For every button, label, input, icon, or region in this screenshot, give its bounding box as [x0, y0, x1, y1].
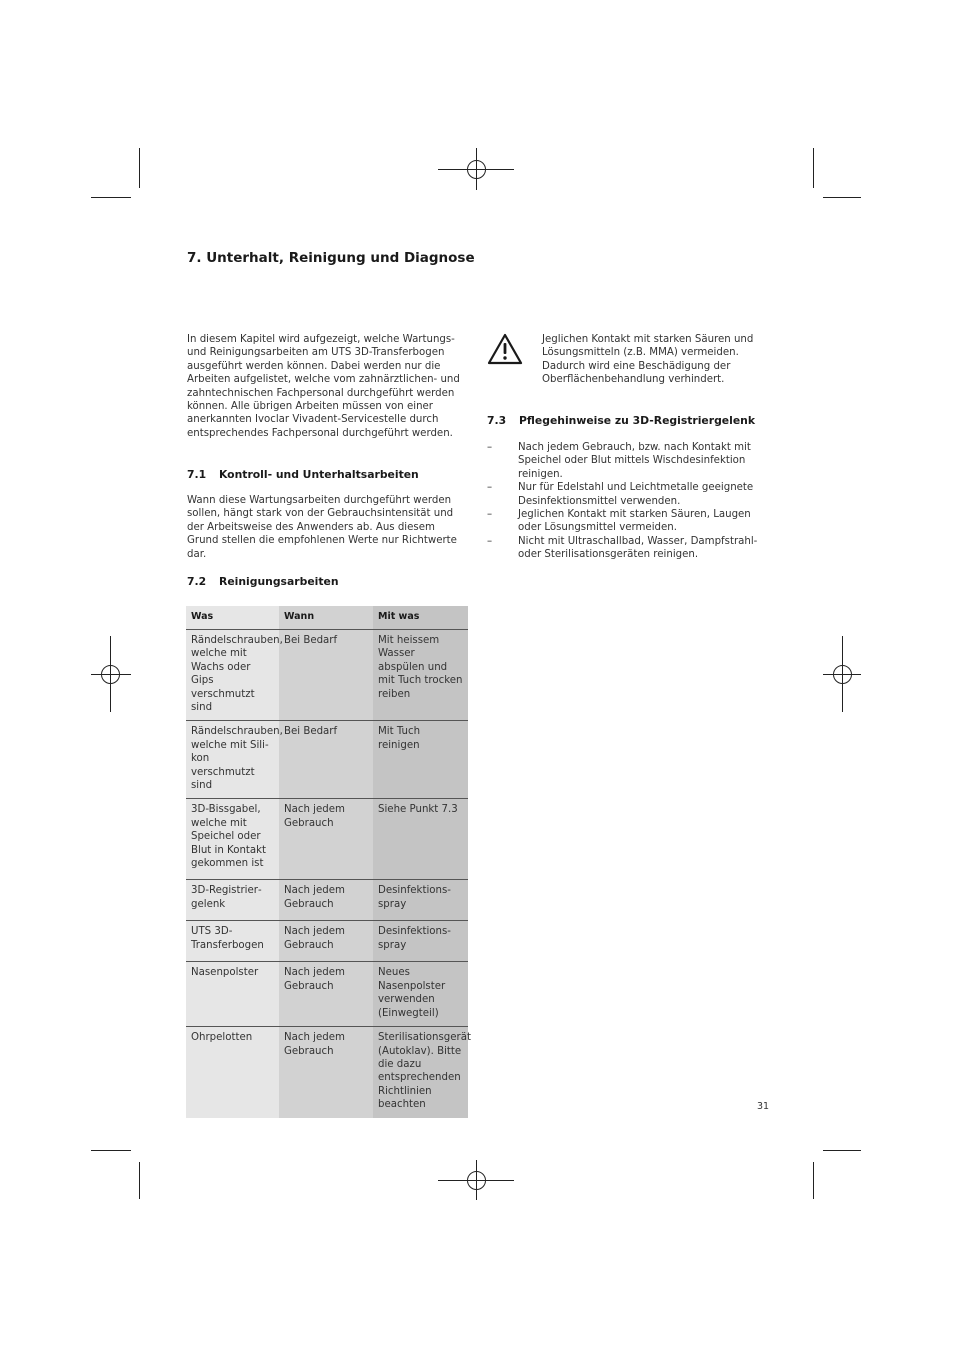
table-cell: Bei Bedarf [279, 721, 373, 799]
list-item-text: Nicht mit Ultraschallbad, Wasser, Dampfstrahl- oder Sterilisationsgeräten reinigen. [518, 535, 758, 561]
list-item-text: Nur für Edelstahl und Leichtmetalle geeignete Desinfektionsmittel verwenden. [518, 482, 754, 507]
section-7-3-heading [487, 414, 755, 427]
table-cell: 3D-Bissgabel, welche mit Speichel oder Blut in Kontakt gekommen ist [186, 799, 279, 880]
section-number: 7.3 [487, 414, 507, 427]
table-row [186, 1027, 468, 1118]
table-cell: Rändelschrauben, welche mit Silikon verschmutzt sind [186, 721, 279, 799]
section-title: Kontroll- und Unterhaltsarbeiten [219, 468, 419, 481]
chapter-title: 7. Unterhalt, Reinigung und Diagnose [187, 250, 475, 266]
table-row [186, 721, 468, 799]
warning-triangle-icon [487, 333, 523, 365]
table-cell: Mit Tuch reinigen [373, 721, 468, 799]
column-header-wann: Wann [279, 606, 373, 630]
page-number: 31 [757, 1101, 770, 1112]
table-cell: Desinfektionsspray [373, 921, 468, 962]
section-title: Pflegehinweise zu 3D-Registriergelenk [519, 414, 756, 427]
care-instructions-list [487, 441, 777, 562]
section-number: 7.1 [187, 468, 207, 481]
list-item [487, 535, 777, 562]
section-number: 7.2 [187, 575, 207, 588]
column-header-mit-was: Mit was [373, 606, 468, 630]
section-title: Reinigungsarbeiten [219, 575, 339, 588]
table-cell: Nach jedem Gebrauch [279, 880, 373, 921]
table-cell: Ohrpelotten [186, 1027, 279, 1118]
column-header-was: Was [186, 606, 279, 630]
table-cell: Nach jedem Gebrauch [279, 799, 373, 880]
section-7-1-heading [187, 468, 419, 481]
list-dash: – [487, 535, 493, 547]
intro-paragraph: In diesem Kapitel wird aufgezeigt, welche Wartungs- und Reinigungsarbeiten am UTS 3D-Transferbogen ausgeführt werden können. Dabei werden nur die Arbeiten aufgelistet, welche vom zahnärztlichen- und zahntechnischen Fachpersonal durchgeführt werden können. Alle übrigen Arbeiten müssen von einer anerkannten Ivoclar Vivadent-Servicestelle durch entsprechendes Fachpersonal durchgeführt werden. [187, 334, 460, 439]
table-cell: Nach jedem Gebrauch [279, 1027, 373, 1118]
table-cell: Siehe Punkt 7.3 [373, 799, 468, 880]
table-row [186, 921, 468, 962]
table-cell: Desinfektionsspray [373, 880, 468, 921]
list-item [487, 441, 777, 481]
list-dash: – [487, 509, 493, 521]
table-row [186, 962, 468, 1027]
table-cell: Mit heissem Wasser abspülen und mit Tuch trocken reiben [373, 630, 468, 721]
table-row [186, 880, 468, 921]
table-cell: UTS 3D-Transferbogen [186, 921, 279, 962]
cleaning-table [186, 606, 471, 1118]
table-cell: Neues Nasenpolster verwenden (Einwegteil) [373, 962, 468, 1027]
table-cell: Nach jedem Gebrauch [279, 962, 373, 1027]
table-row [186, 799, 468, 880]
table-cell: Rändelschrauben, welche mit Wachs oder Gips verschmutzt sind [186, 630, 279, 721]
section-7-2-heading [187, 575, 339, 588]
list-dash: – [487, 482, 493, 494]
table-cell: Nasenpolster [186, 962, 279, 1027]
table-cell: Bei Bedarf [279, 630, 373, 721]
list-item-text: Jeglichen Kontakt mit starken Säuren, Laugen oder Lösungsmittel vermeiden. [518, 509, 751, 534]
table-cell: 3D-Registriergelenk [186, 880, 279, 921]
table-row [186, 630, 468, 721]
list-item-text: Nach jedem Gebrauch, bzw. nach Kontakt mit Speichel oder Blut mittels Wischdesinfektion reinigen. [518, 442, 751, 480]
section-7-1-text: Wann diese Wartungsarbeiten durchgeführt werden sollen, hängt stark von der Gebrauchsintensität und der Arbeitsweise des Anwenders ab. Aus diesem Grund stellen die empfohlenen Werte nur Richtwerte dar. [187, 495, 457, 560]
list-item [487, 481, 777, 508]
table-cell: Sterilisationsgerät (Autoklav). Bitte die dazu entsprechenden Richtlinien beachten [373, 1027, 468, 1118]
table-cell: Nach jedem Gebrauch [279, 921, 373, 962]
warning-text: Jeglichen Kontakt mit starken Säuren und Lösungsmitteln (z.B. MMA) vermeiden. Dadurch wird eine Beschädigung der Oberflächenbehandlung verhindert. [542, 334, 754, 386]
table-header-row [186, 606, 468, 630]
list-dash: – [487, 442, 493, 453]
list-item [487, 508, 777, 535]
